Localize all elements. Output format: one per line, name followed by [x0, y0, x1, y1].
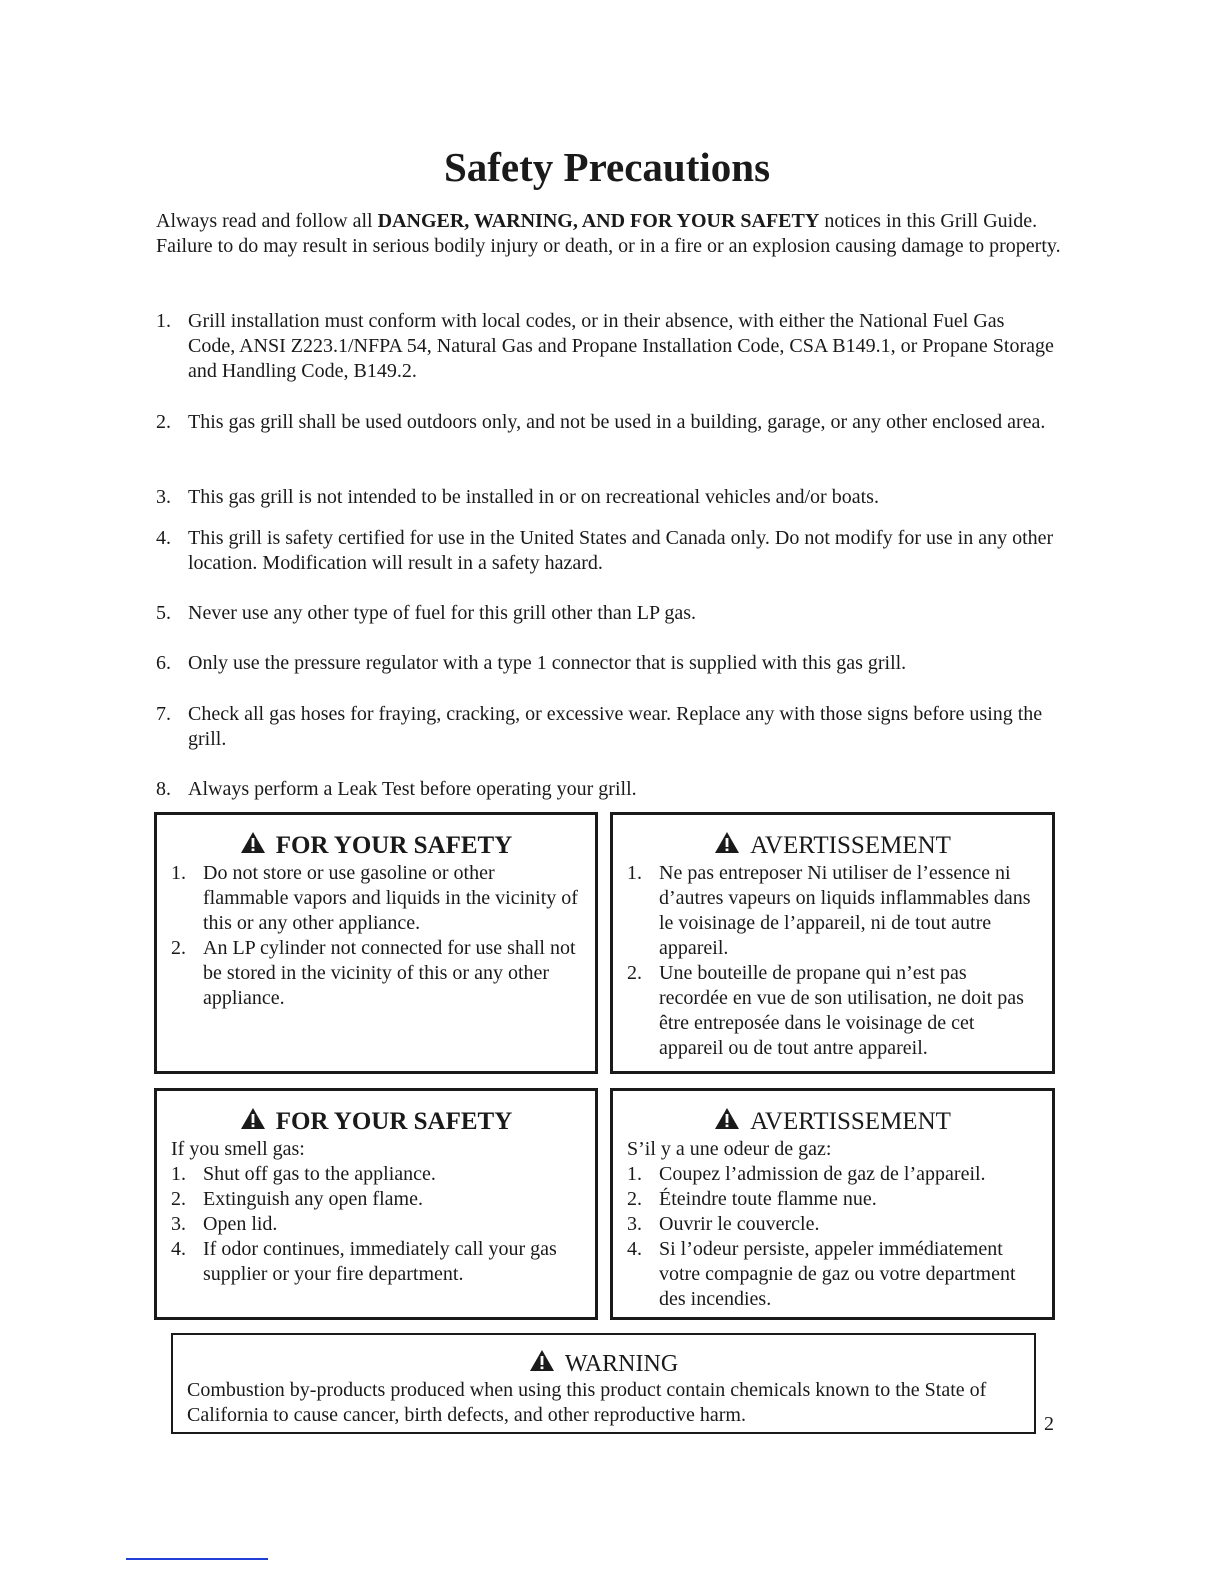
item-text: Only use the pressure regulator with a type 1 connector that is supplied with this gas grill. [188, 652, 907, 674]
item-text: This grill is safety certified for use in the United States and Canada only. Do not modify for use in any other location. Modification will result in a safety hazard. [188, 527, 1054, 574]
item-number: 3. [171, 1213, 186, 1235]
precautions-list [156, 651, 1056, 676]
item-text: If odor continues, immediately call your gas supplier or your fire department. [203, 1238, 557, 1285]
item-number: 2. [156, 411, 171, 433]
list-item [171, 861, 581, 936]
box-lead-text: S’il y a une odeur de gaz: [627, 1138, 832, 1160]
precaution-item [156, 410, 1056, 435]
item-text: Shut off gas to the appliance. [203, 1163, 436, 1185]
heading-text: FOR YOUR SAFETY [275, 1108, 513, 1135]
precautions-list [156, 485, 1056, 510]
item-number: 6. [156, 652, 171, 674]
avertissement-box-heading [627, 1107, 1038, 1137]
warning-triangle-icon [714, 831, 740, 854]
item-number: 2. [171, 1188, 186, 1210]
list-item [171, 1212, 581, 1237]
item-number: 2. [171, 937, 186, 959]
list-item [627, 1212, 1038, 1237]
list-item [171, 1187, 581, 1212]
precaution-item [156, 601, 1056, 626]
item-text: Extinguish any open flame. [203, 1188, 423, 1210]
heading-text: FOR YOUR SAFETY [275, 832, 513, 859]
list-item [627, 961, 1038, 1061]
item-text: Ouvrir le couvercle. [659, 1213, 820, 1235]
precautions-list [156, 777, 1056, 802]
list-item [627, 1162, 1038, 1187]
item-text: Always perform a Leak Test before operating your grill. [188, 778, 637, 800]
page-number: 2 [1044, 1413, 1054, 1435]
item-text: Ne pas entreposer Ni utiliser de l’essence ni d’autres vapeurs on liquids inflammables dans le voisinage de l’appareil, ni de tout autre appareil. [659, 862, 1031, 959]
item-text: Grill installation must conform with local codes, or in their absence, with either the National Fuel Gas Code, ANSI Z223.1/NFPA 54, Natural Gas and Propane Installation Code, CSA B149.1, or Propane Storage and Handling Code, B149.2. [188, 310, 1054, 382]
precautions-list [156, 702, 1056, 752]
item-number: 2. [627, 1188, 642, 1210]
item-number: 3. [627, 1213, 642, 1235]
safety-notice-box [154, 812, 598, 1074]
intro-paragraph [156, 209, 1066, 259]
item-text: This gas grill is not intended to be installed in or on recreational vehicles and/or boats. [188, 486, 879, 508]
item-number: 8. [156, 778, 171, 800]
item-number: 1. [171, 1163, 186, 1185]
precautions-list [156, 526, 1056, 576]
list-item [627, 861, 1038, 961]
item-text: Éteindre toute flamme nue. [659, 1188, 877, 1210]
item-text: Coupez l’admission de gaz de l’appareil. [659, 1163, 986, 1185]
warning-triangle-icon [240, 1107, 266, 1130]
gas-smell-avertissement-box [610, 1088, 1055, 1320]
precautions-list [156, 410, 1056, 435]
list-item [627, 1237, 1038, 1312]
warning-triangle-icon [714, 1107, 740, 1130]
page-title: Safety Precautions [443, 144, 771, 190]
precaution-item [156, 526, 1056, 576]
precautions-list [156, 309, 1056, 384]
precautions-list [156, 601, 1056, 626]
avertissement-box-heading [627, 831, 1038, 861]
precaution-item [156, 651, 1056, 676]
safety-box-list [171, 861, 581, 1011]
item-number: 4. [156, 527, 171, 549]
item-text: Une bouteille de propane qui n’est pas recordée en vue de son utilisation, ne doit pas être entreposée dans le voisinage de cet appareil ou de tout antre appareil. [659, 962, 1024, 1059]
item-number: 1. [627, 862, 642, 884]
item-text: This gas grill shall be used outdoors only, and not be used in a building, garage, or any other enclosed area. [188, 411, 1046, 433]
item-text: Check all gas hoses for fraying, cracking, or excessive wear. Replace any with those signs before using the grill. [188, 703, 1043, 750]
intro-bold-notice: DANGER, WARNING, AND FOR YOUR SAFETY [377, 210, 820, 232]
gas-smell-safety-box [154, 1088, 598, 1320]
list-item [171, 936, 581, 1011]
item-number: 7. [156, 703, 171, 725]
item-number: 1. [156, 310, 171, 332]
list-item [171, 1237, 581, 1287]
item-text: Si l’odeur persiste, appeler immédiatement votre compagnie de gaz ou votre department des incendies. [659, 1238, 1016, 1310]
gas-smell-steps-list-fr [627, 1162, 1038, 1312]
heading-text: WARNING [564, 1351, 679, 1377]
safety-box-heading [171, 831, 581, 861]
item-text: Never use any other type of fuel for this grill other than LP gas. [188, 602, 697, 624]
warning-box-text: Combustion by-products produced when using this product contain chemicals known to the State of California to cause cancer, birth defects, and other reproductive harm. [187, 1379, 987, 1426]
item-text: Do not store or use gasoline or other flammable vapors and liquids in the vicinity of this or any other appliance. [203, 862, 578, 934]
intro-text-start: Always read and follow all [156, 210, 378, 232]
item-text: An LP cylinder not connected for use shall not be stored in the vicinity of this or any other appliance. [203, 937, 576, 1009]
precaution-item [156, 309, 1056, 384]
precaution-item [156, 777, 1056, 802]
item-number: 3. [156, 486, 171, 508]
item-number: 4. [627, 1238, 642, 1260]
avertissement-box-list [627, 861, 1038, 1061]
heading-text: AVERTISSEMENT [750, 1108, 951, 1135]
item-text: Open lid. [203, 1213, 278, 1235]
item-number: 5. [156, 602, 171, 624]
item-number: 4. [171, 1238, 186, 1260]
list-item [171, 1162, 581, 1187]
california-warning-box [171, 1333, 1036, 1434]
heading-text: AVERTISSEMENT [750, 832, 951, 859]
warning-triangle-icon [240, 831, 266, 854]
item-number: 1. [171, 862, 186, 884]
item-number: 1. [627, 1163, 642, 1185]
avertissement-notice-box [610, 812, 1055, 1074]
precaution-item [156, 702, 1056, 752]
box-lead-text: If you smell gas: [171, 1138, 305, 1160]
warning-box-heading [187, 1349, 1020, 1378]
precaution-item [156, 485, 1056, 510]
footer-link-underline[interactable] [126, 1558, 268, 1560]
warning-triangle-icon [529, 1349, 555, 1372]
intro-text-end: notices in this Grill Guide. Failure to do may result in serious bodily injury or death, or in a fire or an explosion causing damage to property. [156, 210, 1061, 257]
list-item [627, 1187, 1038, 1212]
safety-box-heading [171, 1107, 581, 1137]
gas-smell-steps-list [171, 1162, 581, 1287]
item-number: 2. [627, 962, 642, 984]
